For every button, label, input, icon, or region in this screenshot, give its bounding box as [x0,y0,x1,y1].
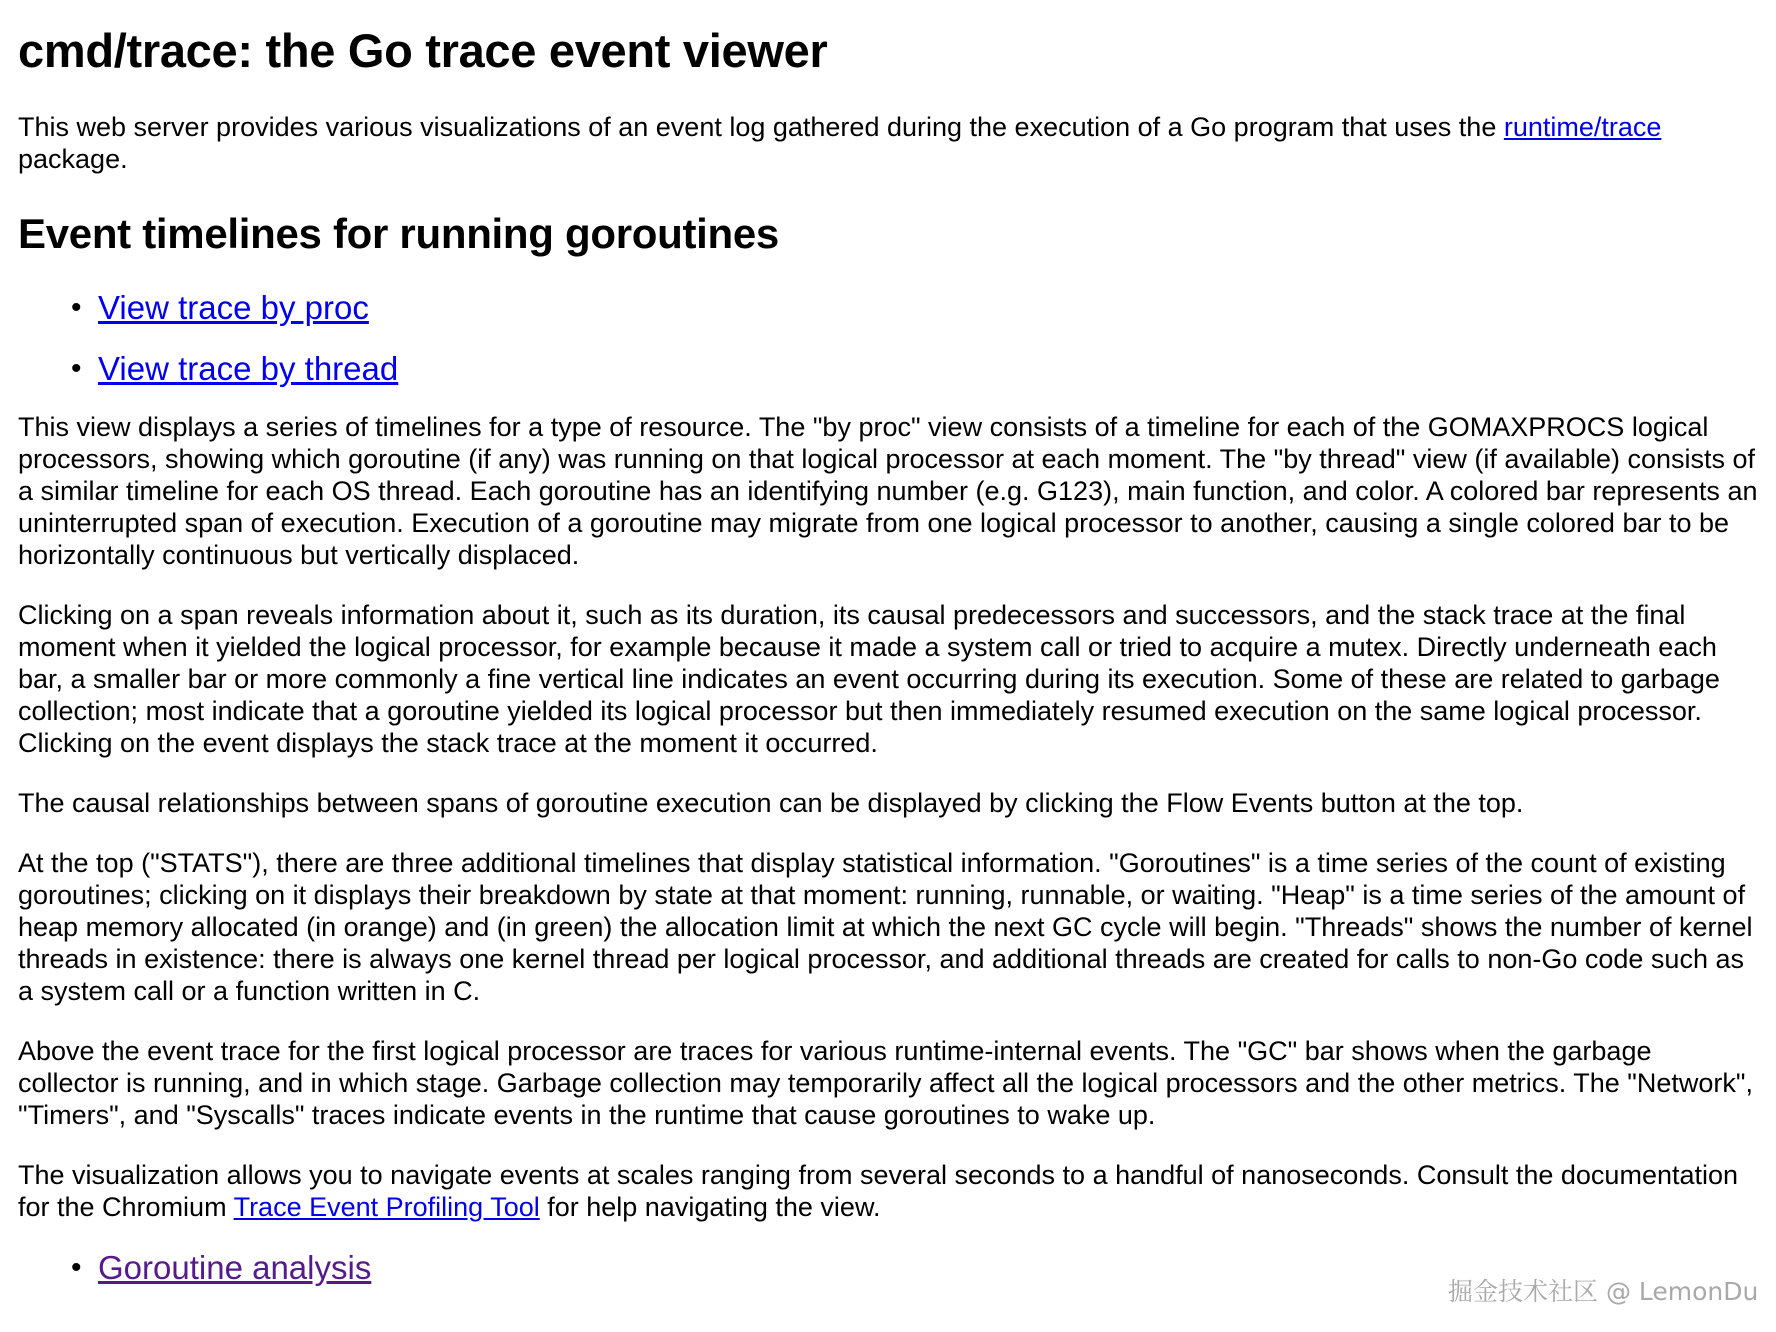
runtime-trace-link[interactable]: runtime/trace [1503,112,1662,142]
paragraph-clicking-span: Clicking on a span reveals information about it, such as its duration, its causal predecessors and successors, and the stack trace at the final moment when it yielded the logical processor, for example because it made a system call or tried to acquire a mutex. Directly underneath each bar, a smaller bar or more commonly a fine vertical line indicates an event occurring during its execution. Some of these are related to garbage collection; most indicate that a goroutine yielded its logical processor but then immediately resumed execution on the same logical processor. Clicking on the event displays the stack trace at the moment it occurred. [18,600,1720,758]
navigation-text-before: The visualization allows you to navigate events at scales ranging from several seconds to a handful of nanoseconds. Consult the documentation for the Chromium [18,1160,1739,1222]
paragraph-timelines: This view displays a series of timelines for a type of resource. The "by proc" view consists of a timeline for each of the GOMAXPROCS logical processors, showing which goroutine (if any) was running on that logical processor at each moment. The "by thread" view (if available) consists of a similar timeline for each OS thread. Each goroutine has an identifying number (e.g. G123), main function, and color. A colored bar represents an uninterrupted span of execution. Execution of a goroutine may migrate from one logical processor to another, causing a single colored bar to be horizontally continuous but vertically displaced. [18,412,1758,570]
paragraph-runtime-events: Above the event trace for the first logical processor are traces for various runtime-internal events. The "GC" bar shows when the garbage collector is running, and in which stage. Garbage collection may temporarily affect all the logical processors and the other metrics. The "Network", "Timers", and "Syscalls" traces indicate events in the runtime that cause goroutines to wake up. [18,1036,1754,1130]
intro-text-after: package. [18,144,128,174]
paragraph-navigation [18,1159,1758,1223]
bullet-icon: • [71,1251,82,1284]
goroutine-analysis-link[interactable]: Goroutine analysis [98,1249,372,1286]
section-heading: Event timelines for running goroutines [18,210,779,257]
page-title: cmd/trace: the Go trace event viewer [18,24,828,77]
list-item [71,350,1758,388]
watermark: 掘金技术社区 @ LemonDu [1448,1277,1759,1306]
paragraph-flow-events: The causal relationships between spans of goroutine execution can be displayed by clicking the Flow Events button at the top. [18,788,1524,818]
view-trace-by-proc-link[interactable]: View trace by proc [98,289,369,326]
bullet-icon: • [71,352,82,385]
list-item [71,289,1758,327]
trace-links-list [18,289,1758,388]
intro-text-before: This web server provides various visualizations of an event log gathered during the execution of a Go program that uses the [18,112,1504,142]
view-trace-by-thread-link[interactable]: View trace by thread [98,350,399,387]
page-content [18,0,1758,1287]
intro-paragraph [18,111,1758,175]
navigation-text-after: for help navigating the view. [539,1192,881,1222]
trace-event-profiling-tool-link[interactable]: Trace Event Profiling Tool [233,1192,540,1222]
paragraph-stats: At the top ("STATS"), there are three additional timelines that display statistical information. "Goroutines" is a time series of the count of existing goroutines; clicking on it displays their breakdown by state at that moment: running, runnable, or waiting. "Heap" is a time series of the amount of heap memory allocated (in orange) and (in green) the allocation limit at which the next GC cycle will begin. "Threads" shows the number of kernel threads in existence: there is always one kernel thread per logical processor, and additional threads are created for calls to non-Go code such as a system call or a function written in C. [18,848,1753,1006]
bullet-icon: • [71,291,82,324]
